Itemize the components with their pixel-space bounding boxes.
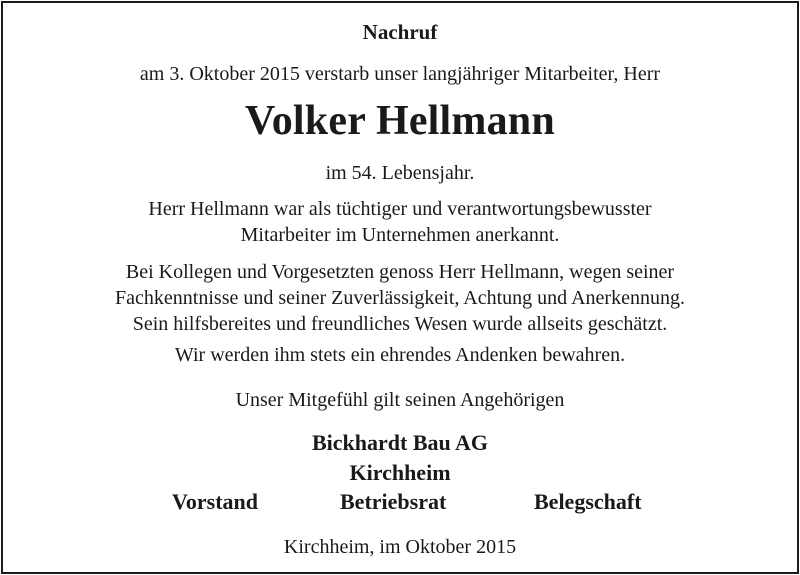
notice-heading: Nachruf	[362, 20, 438, 44]
remembrance-text: Wir werden ihm stets ein ehrendes Andenken bewahren.	[174, 344, 626, 366]
age-text: im 54. Lebensjahr.	[325, 162, 475, 184]
company-city: Kirchheim	[349, 460, 451, 485]
signer-board: Vorstand	[172, 489, 258, 514]
paragraph-colleagues	[0, 259, 800, 337]
paragraph-line: Herr Hellmann war als tüchtiger und verantwortungsbewusster	[148, 198, 652, 220]
signer-staff: Belegschaft	[534, 489, 642, 514]
sympathy-text: Unser Mitgefühl gilt seinen Angehörigen	[235, 389, 565, 411]
signer-works-council: Betriebsrat	[340, 489, 447, 514]
paragraph-line: Mitarbeiter im Unternehmen anerkannt.	[240, 224, 560, 246]
company-name: Bickhardt Bau AG	[311, 430, 489, 455]
paragraph-line: Fachkenntnisse und seiner Zuverlässigkeit, Achtung und Anerkennung.	[115, 287, 685, 309]
place-date: Kirchheim, im Oktober 2015	[283, 536, 517, 558]
paragraph-line: Bei Kollegen und Vorgesetzten genoss Herr Hellmann, wegen seiner	[125, 261, 675, 283]
paragraph-tribute	[0, 196, 800, 248]
signers-row	[0, 491, 800, 515]
paragraph-line: Sein hilfsbereites und freundliches Wesen wurde allseits geschätzt.	[132, 313, 668, 335]
deceased-name: Volker Hellmann	[245, 98, 555, 144]
intro-text: am 3. Oktober 2015 verstarb unser langjähriger Mitarbeiter, Herr	[139, 63, 661, 85]
